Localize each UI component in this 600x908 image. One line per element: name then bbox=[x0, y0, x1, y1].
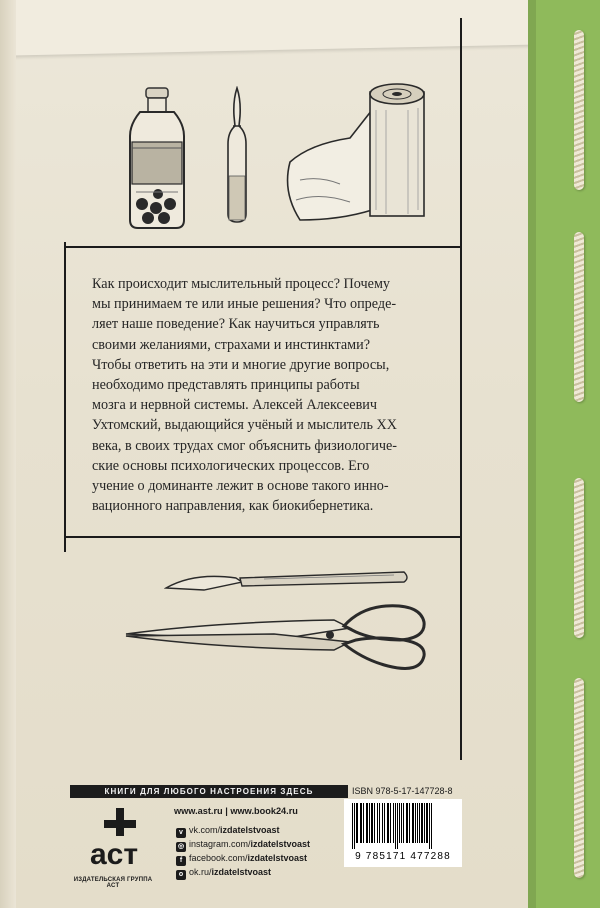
social-handle: izdatelstvoast bbox=[211, 867, 272, 877]
frame-line-left bbox=[64, 248, 66, 548]
bandage-roll-icon bbox=[280, 80, 442, 230]
barcode-bar bbox=[366, 803, 368, 843]
binding-stitch bbox=[574, 30, 584, 190]
barcode-bar bbox=[360, 803, 362, 843]
social-prefix: facebook.com/ bbox=[189, 853, 248, 863]
barcode-bar bbox=[429, 803, 430, 849]
barcode-bar bbox=[421, 803, 423, 843]
barcode-bar bbox=[399, 803, 400, 843]
barcode-bar bbox=[401, 803, 402, 843]
barcode-bar bbox=[419, 803, 420, 843]
social-handle: izdatelstvoast bbox=[247, 853, 308, 863]
barcode-bar bbox=[390, 803, 391, 843]
scalpel-icon bbox=[164, 566, 412, 596]
website-links[interactable]: www.ast.ru | www.book24.ru bbox=[174, 806, 298, 816]
barcode-bar bbox=[406, 803, 408, 843]
facebook-icon: f bbox=[176, 856, 186, 866]
social-link-vk[interactable] bbox=[176, 825, 280, 838]
scissors-icon bbox=[124, 600, 440, 680]
description-line: ляет наше поведение? Как научиться управлять bbox=[92, 316, 380, 333]
barcode-bar bbox=[371, 803, 373, 843]
barcode-bar bbox=[379, 803, 380, 843]
medicine-bottle-icon bbox=[118, 84, 196, 232]
barcode-bars bbox=[344, 799, 462, 853]
binding-stitch bbox=[574, 478, 584, 638]
barcode-bar bbox=[387, 803, 389, 843]
vk-icon: v bbox=[176, 828, 186, 838]
frame-line-top bbox=[64, 246, 462, 248]
barcode-bar bbox=[369, 803, 370, 843]
barcode-bar bbox=[395, 803, 396, 849]
ampoule-icon bbox=[222, 86, 252, 226]
ast-logo bbox=[86, 806, 144, 872]
barcode-bar bbox=[384, 803, 385, 843]
instagram-icon: ◎ bbox=[177, 843, 185, 850]
barcode-bar bbox=[393, 803, 394, 843]
brand-slogan-bar: КНИГИ ДЛЯ ЛЮБОГО НАСТРОЕНИЯ ЗДЕСЬ bbox=[70, 785, 348, 798]
logo-text: аст bbox=[90, 838, 139, 871]
frame-line-bottom bbox=[64, 536, 462, 538]
barcode-bar bbox=[397, 803, 398, 849]
description-line: мозга и нервной системы. Алексей Алексеевич bbox=[92, 397, 377, 414]
barcode-bar bbox=[431, 803, 432, 849]
paper-sheet bbox=[0, 0, 555, 56]
binding-stitch bbox=[574, 678, 584, 878]
barcode-number: 9 785171 477288 bbox=[355, 851, 451, 862]
description-line: своими желаниями, страхами и инстинктами? bbox=[92, 336, 370, 353]
barcode-bar bbox=[412, 803, 414, 843]
barcode-bar bbox=[403, 803, 404, 843]
social-handle: izdatelstvoast bbox=[220, 825, 280, 835]
barcode-bar bbox=[426, 803, 428, 843]
social-link-facebook[interactable] bbox=[176, 853, 307, 866]
odnoklassniki-icon: о bbox=[176, 870, 186, 880]
isbn-label: ISBN 978-5-17-147728-8 bbox=[352, 786, 453, 796]
book-description bbox=[92, 274, 432, 516]
social-prefix: vk.com/ bbox=[189, 825, 221, 835]
barcode-bar bbox=[363, 803, 364, 843]
spine-shadow bbox=[528, 0, 536, 908]
barcode-bar bbox=[356, 803, 358, 843]
frame-line-right bbox=[460, 18, 462, 760]
description-line: мы принимаем те или иные решения? Что опреде- bbox=[92, 296, 397, 313]
description-line: ские основы психологических процессов. Его bbox=[92, 457, 370, 474]
description-line: необходимо представлять принципы работы bbox=[92, 377, 360, 394]
social-link-odnoklassniki[interactable] bbox=[176, 867, 271, 880]
barcode-bar bbox=[415, 803, 416, 843]
social-link-instagram[interactable] bbox=[176, 839, 310, 852]
barcode-bar bbox=[424, 803, 425, 843]
barcode-bar bbox=[417, 803, 418, 843]
green-spine-strip bbox=[528, 0, 600, 908]
frame-tick bbox=[460, 242, 462, 252]
description-line: Ухтомский, выдающийся учёный и мыслитель XX bbox=[92, 417, 397, 434]
barcode-bar bbox=[352, 803, 353, 849]
description-line: Как происходит мыслительный процесс? Почему bbox=[92, 276, 391, 292]
barcode-bar bbox=[382, 803, 383, 843]
social-prefix: instagram.com/ bbox=[189, 839, 251, 849]
paper-edge bbox=[0, 0, 16, 908]
description-line: учение о доминанте лежит в основе такого инно- bbox=[92, 478, 389, 495]
binding-stitch bbox=[574, 232, 584, 402]
publisher-name: ИЗДАТЕЛЬСКАЯ ГРУППА АСТ bbox=[73, 877, 153, 889]
frame-tick bbox=[64, 540, 66, 552]
description-line: Чтобы ответить на эти и многие другие вопросы, bbox=[92, 356, 390, 373]
description-line: века, в своих трудах смог объяснить физиологиче- bbox=[92, 437, 397, 454]
social-prefix: ok.ru/ bbox=[189, 867, 212, 877]
description-line: вационного направления, как биокибернетика. bbox=[92, 498, 374, 515]
barcode-bar bbox=[374, 803, 375, 843]
barcode-bar bbox=[377, 803, 378, 843]
social-handle: izdatelstvoast bbox=[250, 839, 311, 849]
barcode-bar bbox=[409, 803, 410, 843]
barcode-bar bbox=[354, 803, 355, 849]
